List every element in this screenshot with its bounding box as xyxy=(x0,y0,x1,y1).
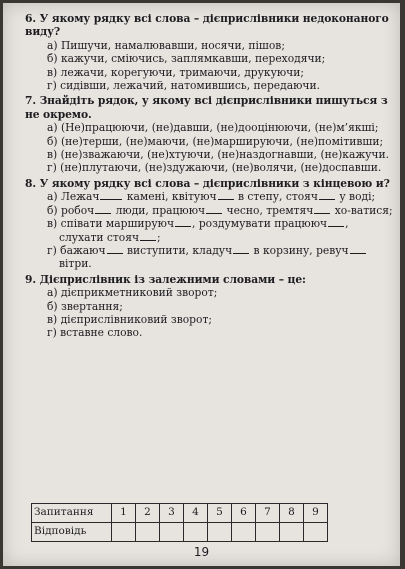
question-9-title: 9. Дієприслівник із залежними словами – це: xyxy=(25,272,306,286)
q8b-part2: люди, працююч xyxy=(115,203,206,217)
answer-table-answer-row xyxy=(32,523,328,542)
question-7-option-c: в) (не)зважаючи, (не)хтуючи, (не)наздогнавши, (не)кажучи. xyxy=(47,148,390,162)
question-9-option-b: б) звертання; xyxy=(47,299,123,313)
q8d-part4: вітри. xyxy=(59,257,92,271)
answer-cell[interactable] xyxy=(256,523,280,542)
q8a-part1: а) Лежач xyxy=(47,190,100,204)
answer-cell[interactable] xyxy=(304,523,328,542)
question-9-option-c: в) дієприслівниковий зворот; xyxy=(47,312,212,326)
question-6-option-b: б) кажучи, сміючись, заплямкавши, переходячи; xyxy=(47,52,326,66)
q8a-part4: у воді; xyxy=(339,190,376,204)
question-8-title: 8. У якому рядку всі слова – дієприслівники з кінцевою и? xyxy=(25,176,390,190)
question-8 xyxy=(25,177,393,271)
q8a-part2: камені, квітуюч xyxy=(126,190,217,204)
answer-blank[interactable] xyxy=(314,204,330,214)
answer-blank[interactable] xyxy=(319,190,335,200)
question-number-cell: 3 xyxy=(160,504,184,523)
question-6-title: 6. У якому рядку всі слова – дієприслівники недоконаного виду? xyxy=(25,12,389,39)
question-number-cell: 9 xyxy=(304,504,328,523)
answer-cell[interactable] xyxy=(208,523,232,542)
answer-blank[interactable] xyxy=(350,244,366,254)
q8a-part3: в степу, стояч xyxy=(237,190,318,204)
q8c-part2: , роздумувати працююч xyxy=(192,217,328,231)
q8b-part1: б) робоч xyxy=(47,203,95,217)
answer-cell[interactable] xyxy=(280,523,304,542)
answer-blank[interactable] xyxy=(175,217,191,227)
answer-blank[interactable] xyxy=(218,190,234,200)
answer-cell[interactable] xyxy=(184,523,208,542)
answer-cell[interactable] xyxy=(136,523,160,542)
question-number-cell: 2 xyxy=(136,504,160,523)
answer-table xyxy=(31,503,328,542)
q8b-part4: хо-ватися; xyxy=(334,203,393,217)
q8c-part3: , слухати стояч xyxy=(59,217,349,244)
q8b-part3: чесно, тремтяч xyxy=(226,203,314,217)
q8d-part2: виступити, кладуч xyxy=(126,243,233,257)
question-7-option-d: г) (не)плутаючи, (не)здужаючи, (не)волячи, (не)доспавши. xyxy=(47,161,382,175)
question-number-cell: 4 xyxy=(184,504,208,523)
workbook-page xyxy=(3,3,400,566)
q8c-part4: ; xyxy=(157,230,161,244)
question-9-option-d: г) вставне слово. xyxy=(47,326,143,340)
question-9-option-a: а) дієприкметниковий зворот; xyxy=(47,286,218,300)
question-number-cell: 1 xyxy=(112,504,136,523)
answer-blank[interactable] xyxy=(107,244,123,254)
page-number: 19 xyxy=(193,545,210,559)
answer-table-question-row xyxy=(32,504,328,523)
question-row-label: Запитання xyxy=(32,504,112,523)
q8c-part1: в) співати маршируюч xyxy=(47,217,175,231)
question-number-cell: 5 xyxy=(208,504,232,523)
question-8-option-a xyxy=(25,190,393,203)
question-8-option-c xyxy=(25,217,393,244)
answer-row-label: Відповідь xyxy=(32,523,112,542)
q8d-part1: г) бажаюч xyxy=(47,243,106,257)
question-number-cell: 6 xyxy=(232,504,256,523)
answer-blank[interactable] xyxy=(233,244,249,254)
question-8-option-b xyxy=(25,204,393,217)
q8d-part3: в корзину, ревуч xyxy=(253,243,349,257)
answer-cell[interactable] xyxy=(160,523,184,542)
question-7-option-b: б) (не)терши, (не)маючи, (не)маршируючи, (не)помітивши; xyxy=(47,134,384,148)
question-number-cell: 7 xyxy=(256,504,280,523)
answer-blank[interactable] xyxy=(95,204,111,214)
answer-blank[interactable] xyxy=(100,190,122,200)
question-6 xyxy=(25,12,393,92)
answer-blank[interactable] xyxy=(328,217,344,227)
answer-cell[interactable] xyxy=(232,523,256,542)
question-6-option-d: г) сидівши, лежачий, натомившись, передаючи. xyxy=(47,79,320,93)
question-7-option-a: а) (Не)працюючи, (не)давши, (не)дооцінюючи, (не)м’якші; xyxy=(47,121,379,135)
page-content xyxy=(25,12,393,340)
question-6-option-a: а) Пишучи, намалювавши, носячи, пішов; xyxy=(47,38,285,52)
question-number-cell: 8 xyxy=(280,504,304,523)
question-8-option-d xyxy=(25,244,393,271)
question-7 xyxy=(25,94,393,174)
answer-blank[interactable] xyxy=(140,231,156,241)
answer-blank[interactable] xyxy=(206,204,222,214)
question-6-option-c: в) лежачи, корегуючи, тримаючи, друкуючи; xyxy=(47,65,304,79)
question-9 xyxy=(25,273,393,340)
answer-cell[interactable] xyxy=(112,523,136,542)
question-7-title: 7. Знайдіть рядок, у якому всі дієприслівники пишуться з не окремо. xyxy=(25,94,388,121)
